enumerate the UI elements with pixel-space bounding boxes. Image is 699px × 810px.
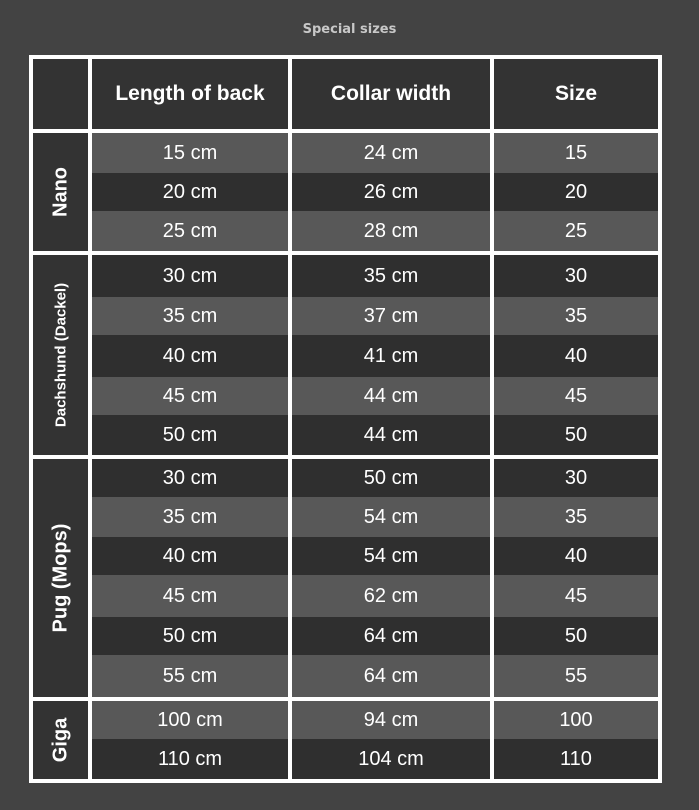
cell-length: 35 cm: [162, 505, 218, 528]
table-row: [92, 459, 658, 497]
cell-collar: 104 cm: [358, 747, 424, 770]
cell-length: 50 cm: [162, 423, 218, 446]
group-label-dachshund: [33, 255, 88, 455]
cell-size: 40: [564, 544, 588, 567]
cell-collar: 44 cm: [363, 423, 419, 446]
table-row: [92, 255, 658, 297]
cell-size: 25: [564, 219, 588, 242]
cell-length: 50 cm: [162, 624, 218, 647]
cell-collar: 50 cm: [363, 466, 419, 489]
cell-size: 30: [564, 466, 588, 489]
cell-collar: 41 cm: [363, 344, 419, 367]
table-row: [92, 655, 658, 697]
group-label-text: Pug (Mops): [49, 523, 71, 633]
cell-size: 100: [559, 708, 593, 731]
cell-length: 40 cm: [162, 344, 218, 367]
table-row: [92, 377, 658, 415]
cell-collar: 35 cm: [363, 264, 419, 287]
group-label-text: Dachshund (Dackel): [52, 282, 69, 428]
table-row: [92, 297, 658, 335]
cell-length: 45 cm: [162, 384, 218, 407]
cell-length: 35 cm: [162, 304, 218, 327]
cell-size: 50: [564, 624, 588, 647]
group-label-pug: [33, 459, 88, 697]
cell-size: 55: [564, 664, 588, 687]
cell-size: 20: [564, 180, 588, 203]
cell-collar: 94 cm: [363, 708, 419, 731]
cell-collar: 62 cm: [363, 584, 419, 607]
cell-collar: 44 cm: [363, 384, 419, 407]
cell-collar: 24 cm: [363, 141, 419, 164]
cell-length: 25 cm: [162, 219, 218, 242]
cell-length: 55 cm: [162, 664, 218, 687]
group-label-text: Nano: [49, 167, 71, 217]
cell-length: 15 cm: [162, 141, 218, 164]
column-divider: [490, 55, 494, 783]
page-title: Special sizes: [302, 22, 397, 37]
cell-collar: 54 cm: [363, 544, 419, 567]
table-row: [92, 739, 658, 779]
cell-length: 45 cm: [162, 584, 218, 607]
cell-size: 35: [564, 304, 588, 327]
column-divider: [288, 55, 292, 783]
cell-collar: 64 cm: [363, 664, 419, 687]
cell-length: 20 cm: [162, 180, 218, 203]
table-row: [92, 575, 658, 617]
cell-collar: 54 cm: [363, 505, 419, 528]
header-corner: [33, 59, 88, 129]
cell-collar: 26 cm: [363, 180, 419, 203]
cell-length: 110 cm: [157, 747, 223, 770]
table-row: [92, 537, 658, 575]
table-row: [92, 211, 658, 251]
group-label-giga: [33, 701, 88, 779]
cell-size: 30: [564, 264, 588, 287]
cell-length: 30 cm: [162, 264, 218, 287]
cell-collar: 37 cm: [363, 304, 419, 327]
table-row: [92, 335, 658, 377]
group-label-text: Giga: [49, 717, 71, 763]
cell-size: 40: [564, 344, 588, 367]
cell-size: 45: [564, 384, 588, 407]
header-size: Size: [494, 59, 658, 129]
cell-length: 100 cm: [157, 708, 223, 731]
header-collar-width: Collar width: [292, 59, 490, 129]
size-table: [29, 55, 662, 783]
cell-size: 35: [564, 505, 588, 528]
cell-collar: 28 cm: [363, 219, 419, 242]
cell-size: 15: [564, 141, 588, 164]
table-row: [92, 617, 658, 655]
cell-size: 110: [560, 747, 592, 770]
header-length-of-back: Length of back: [92, 59, 288, 129]
cell-length: 30 cm: [162, 466, 218, 489]
table-row: [92, 701, 658, 739]
cell-size: 50: [564, 423, 588, 446]
table-row: [92, 133, 658, 173]
table-row: [92, 497, 658, 537]
table-row: [92, 415, 658, 455]
table-row: [92, 173, 658, 211]
cell-size: 45: [564, 584, 588, 607]
group-label-nano: [33, 133, 88, 251]
cell-collar: 64 cm: [363, 624, 419, 647]
cell-length: 40 cm: [162, 544, 218, 567]
